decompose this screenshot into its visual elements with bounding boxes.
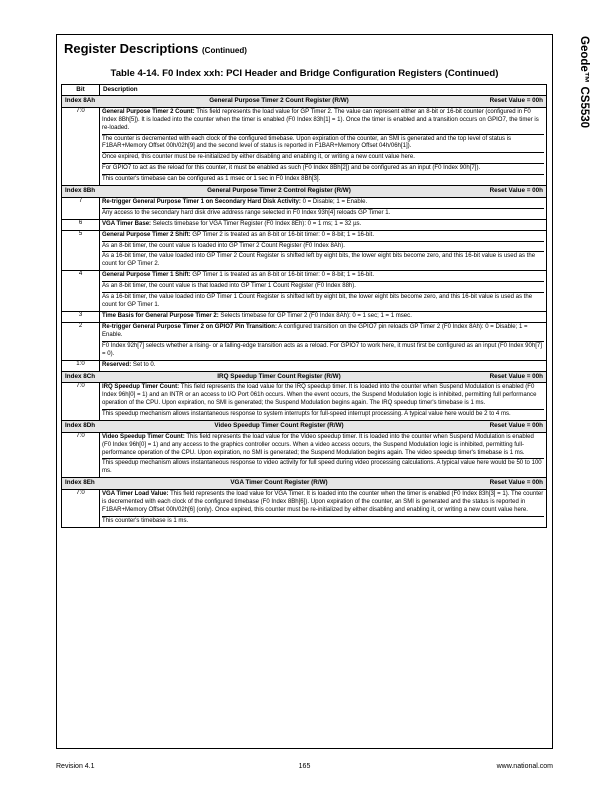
bit-description [100, 323, 547, 361]
description-paragraph [102, 458, 544, 477]
bit-range: 7:0 [62, 383, 100, 421]
field-name: VGA Timer Base: [102, 220, 152, 227]
description-paragraph [102, 361, 544, 371]
field-text: This speedup mechanism allows instantaneous response to system interrupts for full-speed interrupt processing. A typical value here would be 2 to 4 ms. [102, 411, 511, 418]
bit-field-row [62, 197, 547, 219]
register-name: General Purpose Timer 2 Count Register (R/W) [209, 97, 349, 105]
field-text: A configured transition on the GPIO7 pin reloads GP Timer 2 (F0 Index 8Ah): 0 = Disable; 1 = Enable. [102, 324, 528, 339]
description-paragraph [102, 341, 544, 360]
bit-range: 1:0 [62, 361, 100, 372]
description-paragraph [102, 281, 544, 292]
description-paragraph [102, 490, 544, 516]
register-header-row [62, 372, 547, 383]
field-text: As a 16-bit timer, the value loaded into GP Timer 1 Count Register is shifted left by eight bit, the lower eight bits become zero, and this 16-bit value is used as the count for GP Timer 1. [102, 294, 533, 309]
field-text: This counter's timebase is 1 ms. [102, 517, 189, 524]
bit-description [100, 197, 547, 219]
bit-column-header: Bit [62, 85, 100, 96]
register-header-cell [62, 421, 547, 432]
register-header [65, 187, 543, 195]
bit-range: 7:0 [62, 489, 100, 527]
register-name: VGA Timer Count Register (R/W) [230, 479, 328, 487]
register-header-row [62, 478, 547, 489]
description-paragraph [102, 208, 544, 219]
description-paragraph [102, 152, 544, 163]
field-text: This field represents the load value for VGA Timer. It is loaded into the counter when the timer is enabled (F0 Index 83h[3] = 1). The counter is decremented with each clock of the configured timebase (F0 Index 8Bh[6]). Upon expiration of the counter, an SMI is generated and the status is reported in F1BAR+Memory Offset 00h/02h[6] (only). Once expired, this counter must be re-initialized by either disabling and enabling it, or writing a new count value here. [102, 490, 544, 513]
field-text: The counter is decremented with each clock of the configured timebase. Upon expiration of the counter, an SMI is generated and the top level of status is F1BAR+Memory Offset 00h/02h[9] and the second level of status is reported in F1BAR+Memory Offset 04h/06h[1]). [102, 135, 512, 150]
field-text: This counter's timebase can be configured as 1 msec or 1 sec in F0 Index 8Bh[3]. [102, 176, 321, 183]
bit-range: 7:0 [62, 107, 100, 186]
field-name: Video Speedup Timer Count: [102, 433, 185, 440]
description-paragraph [102, 271, 544, 281]
bit-field-row [62, 312, 547, 323]
footer-website: www.national.com [496, 763, 553, 770]
field-name: VGA Timer Load Value: [102, 490, 169, 497]
bit-range: 2 [62, 323, 100, 361]
field-text: GP Timer 1 is treated as an 8-bit or 16-bit timer: 0 = 8-bit; 1 = 16-bit. [190, 272, 375, 279]
register-table [61, 84, 547, 528]
field-text: For GPIO7 to act as the reload for this counter, it must be enabled as such (F0 Index 8Bh[2]) and be configured as an input (F0 Index 90h[7]). [102, 165, 481, 172]
register-header [65, 97, 543, 105]
field-text: As an 8-bit timer, the count value is that loaded into GP Timer 1 Count Register (F0 Index 88h). [102, 283, 356, 290]
bit-description [100, 107, 547, 186]
register-index: Index 8Dh [65, 422, 96, 430]
bit-range: 6 [62, 219, 100, 230]
field-text: Once expired, this counter must be re-initialized by either disabling and enabling it, or writing a new count value here. [102, 154, 415, 161]
bit-range: 3 [62, 312, 100, 323]
description-paragraph [102, 198, 544, 208]
bit-description [100, 219, 547, 230]
field-name: IRQ Speedup Timer Count: [102, 384, 180, 391]
bit-range: 7:0 [62, 432, 100, 478]
description-paragraph [102, 220, 544, 230]
description-paragraph [102, 323, 544, 341]
field-text: F0 Index 92h[7] selects whether a rising- or a falling-edge transition acts as a reload. For GPIO7 to work here, it must first be configured as an input (F0 Index 90h[7] = 0). [102, 343, 542, 358]
field-name: Reserved: [102, 362, 132, 369]
description-paragraph [102, 251, 544, 270]
register-header-cell [62, 372, 547, 383]
register-header-row [62, 96, 547, 107]
description-paragraph [102, 231, 544, 241]
bit-range: 4 [62, 271, 100, 312]
register-index: Index 8Ah [65, 97, 96, 105]
side-tab-label: Geode™ CS5530 [578, 36, 590, 129]
description-column-header: Description [100, 85, 547, 96]
register-header-cell [62, 96, 547, 107]
bit-field-row [62, 230, 547, 271]
footer-page-number: 165 [298, 763, 311, 770]
description-paragraph [102, 409, 544, 420]
bit-description [100, 271, 547, 312]
register-reset-value: Reset Value = 00h [489, 479, 543, 487]
register-header [65, 479, 543, 487]
register-header-cell [62, 478, 547, 489]
field-name: General Purpose Timer 2 Count: [102, 108, 195, 115]
side-tab [570, 36, 592, 256]
bit-description [100, 383, 547, 421]
register-name: IRQ Speedup Timer Count Register (R/W) [217, 373, 341, 381]
description-paragraph [102, 134, 544, 153]
register-index: Index 8Ch [65, 373, 96, 381]
register-index: Index 8Bh [65, 187, 96, 195]
field-text: Any access to the secondary hard disk drive address range selected in F0 Index 93h[4] reloads GP Timer 1. [102, 209, 391, 216]
register-header-row [62, 421, 547, 432]
bit-description [100, 361, 547, 372]
description-paragraph [102, 108, 544, 134]
bit-range: 7 [62, 197, 100, 219]
bit-field-row [62, 489, 547, 527]
bit-description [100, 312, 547, 323]
field-text: This field represents the load value for GP Timer 2. The value can represent either an 8-bit or 16-bit counter (configured in F0 Index 8Bh[5]). It is loaded into the counter when the timer is enabled (F0 Index 83h[1] = 1). Once the timer is enabled and a transition occurs on GPIO7, the timer is re-loaded. [102, 108, 539, 131]
field-name: Re-trigger General Purpose Timer 2 on GPIO7 Pin Transition: [102, 324, 277, 331]
register-header [65, 422, 543, 430]
register-reset-value: Reset Value = 00h [489, 422, 543, 430]
bit-description [100, 489, 547, 527]
field-text: This field represents the load value for the IRQ speedup timer. It is loaded into the counter when Suspend Modulation is enabled (F0 Index 96h[0] = 1) and an INTR or an access to I/O Port 061h occurs. When the event occurs, the Suspend Modulation logic is inhibited, permitting full performance operation of the CPU. Upon expiration, no SMI is generated; the Suspend Modulation begins again. The IRQ speedup timer's timebase is 1 ms. [102, 384, 537, 407]
register-header [65, 373, 543, 381]
register-header-cell [62, 186, 547, 197]
footer-revision: Revision 4.1 [56, 763, 95, 770]
register-reset-value: Reset Value = 00h [489, 187, 543, 195]
section-title-sub: (Continued) [202, 46, 247, 55]
description-paragraph [102, 174, 544, 185]
description-paragraph [102, 516, 544, 527]
register-name: Video Speedup Timer Count Register (R/W) [214, 422, 344, 430]
field-text: This field represents the load value for the Video speedup timer. It is loaded into the counter when Suspend Modulation is enabled (F0 Index 96h[0] = 1) and any access to the graphics controller occurs. When a video access occurs, the Suspend Modulation logic is inhibited, permitting full-performance operation of the CPU. Upon expiration, no SMI is generated; the Suspend Modulation begins again. The video speedup timer's timebase is 1 ms. [102, 433, 534, 456]
field-name: Time Basis for General Purpose Timer 2: [102, 313, 219, 320]
bit-field-row [62, 323, 547, 361]
section-title [64, 41, 247, 56]
register-header-row [62, 186, 547, 197]
bit-field-row [62, 361, 547, 372]
field-text: Selects timebase for VGA Timer Register (F0 Index 8Eh): 0 = 1 ms; 1 = 32 µs. [151, 220, 362, 227]
description-paragraph [102, 292, 544, 311]
bit-range: 5 [62, 230, 100, 271]
bit-field-row [62, 219, 547, 230]
field-text: 0 = Disable; 1 = Enable. [300, 198, 368, 205]
field-text: GP Timer 2 is treated as an 8-bit or 16-bit timer: 0 = 8-bit; 1 = 16-bit. [190, 231, 375, 238]
section-title-text: Register Descriptions [64, 41, 199, 56]
register-reset-value: Reset Value = 00h [489, 97, 543, 105]
bit-field-row [62, 383, 547, 421]
field-name: General Purpose Timer 1 Shift: [102, 272, 191, 279]
field-text: As a 16-bit timer, the value loaded into GP Timer 2 Count Register is shifted left by eight bits, the lower eight bits become zero, and this 16-bit value is used as the count for GP Timer 2. [102, 253, 536, 268]
description-paragraph [102, 312, 544, 322]
description-paragraph [102, 433, 544, 459]
field-text: Selects timebase for GP Timer 2 (F0 Index 8Ah): 0 = 1 sec; 1 = 1 msec. [218, 313, 412, 320]
description-paragraph [102, 241, 544, 252]
field-text: Set to 0. [131, 362, 156, 369]
register-table-body [62, 96, 547, 527]
table-header-row [62, 85, 547, 96]
description-paragraph [102, 163, 544, 174]
field-name: General Purpose Timer 2 Shift: [102, 231, 191, 238]
bit-description [100, 432, 547, 478]
bit-field-row [62, 271, 547, 312]
field-text: This speedup mechanism allows instantaneous response to video activity for full speed during video processing calculations. A typical value here would be 50 to 100 ms. [102, 460, 542, 475]
bit-field-row [62, 107, 547, 186]
bit-field-row [62, 432, 547, 478]
field-name: Re-trigger General Purpose Timer 1 on Secondary Hard Disk Activity: [102, 198, 301, 205]
register-reset-value: Reset Value = 00h [489, 373, 543, 381]
register-name: General Purpose Timer 2 Control Register (R/W) [207, 187, 351, 195]
table-caption: Table 4-14. F0 Index xxh: PCI Header and Bridge Configuration Registers (Continued) [110, 68, 499, 79]
description-paragraph [102, 383, 544, 409]
register-index: Index 8Eh [65, 479, 95, 487]
field-text: As an 8-bit timer, the count value is loaded into GP Timer 2 Count Register (F0 Index 8Ah). [102, 242, 345, 249]
bit-description [100, 230, 547, 271]
